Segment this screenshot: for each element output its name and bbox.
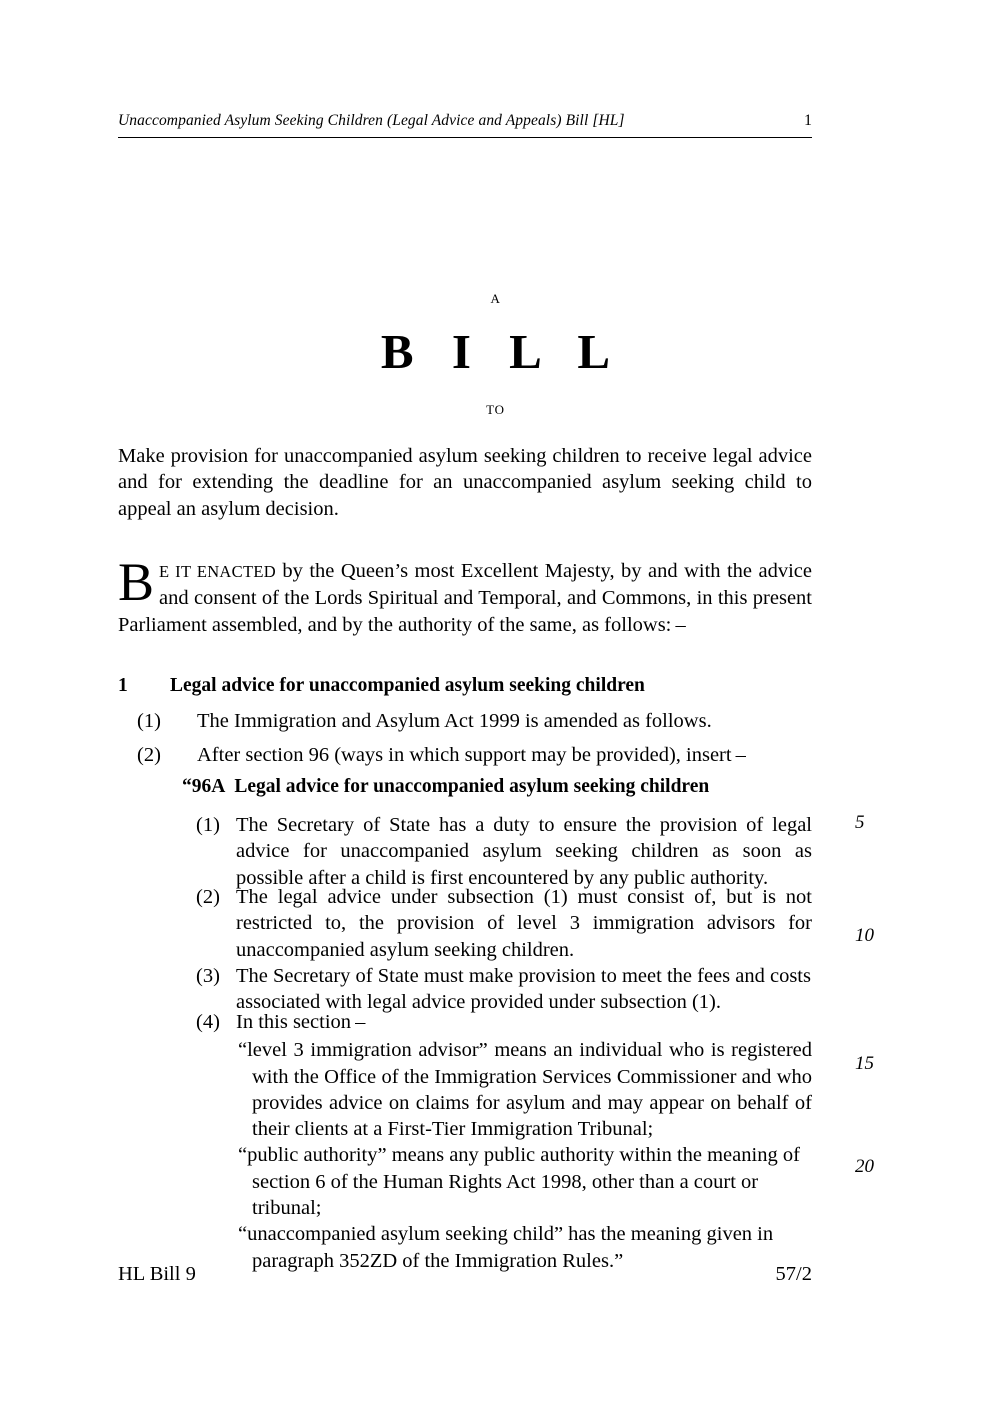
title-article: A [490, 291, 501, 306]
subsection-text: After section 96 (ways in which support may be provided), insert – [197, 744, 746, 766]
subsection-marker: (1) [137, 710, 161, 732]
margin-line-number: 5 [855, 812, 865, 833]
definition-item: “public authority” means any public authority within the meaning of section 6 of the Human Rights Act 1998, other than a court or tribunal; [238, 1144, 800, 1220]
footer-bill-ref: HL Bill 9 [118, 1263, 196, 1285]
margin-line-number: 15 [855, 1053, 874, 1074]
definition-item: “unaccompanied asylum seeking child” has the meaning given in paragraph 352ZD of the Immigration Rules.” [238, 1223, 774, 1272]
subsection-text: The Secretary of State has a duty to ensure the provision of legal advice for unaccompanied asylum seeking children as soon as possible after a child is first encountered by any public authority. [236, 814, 812, 889]
clause-1-heading-text: Legal advice for unaccompanied asylum seeking children [170, 675, 645, 696]
subsection-marker: (1) [196, 814, 220, 836]
inserted-section-number: “96A [182, 776, 226, 797]
header-bill-title: Unaccompanied Asylum Seeking Children (Legal Advice and Appeals) Bill [HL] [118, 112, 625, 129]
margin-line-number: 20 [855, 1156, 874, 1177]
header-page-number: 1 [804, 112, 812, 129]
enacting-dropcap: B [118, 552, 155, 612]
subsection-marker: (2) [137, 744, 161, 766]
title-block [0, 292, 991, 416]
enacting-smallcaps: E IT ENACTED [159, 562, 276, 581]
long-title-text: Make provision for unaccompanied asylum seeking children to receive legal advice and for extending the deadline for an unaccompanied asylum seeking child to appeal an asylum decision. [118, 445, 812, 520]
footer-print-code: 57/2 [775, 1263, 812, 1285]
subsection-text: The Immigration and Asylum Act 1999 is amended as follows. [197, 710, 712, 732]
clause-1-number: 1 [118, 675, 128, 696]
title-to-word: TO [486, 402, 505, 417]
header-rule [118, 137, 812, 138]
margin-line-number: 10 [855, 925, 874, 946]
definition-item: “level 3 immigration advisor” means an individual who is registered with the Office of the Immigration Services Commissioner and who provides advice on claims for asylum and may appear on behalf of their clients at a First-Tier Immigration Tribunal; [238, 1039, 812, 1141]
page-footer [118, 1263, 812, 1286]
subsection-text: In this section – [236, 1011, 366, 1033]
title-bill-word: B I L L [380, 324, 624, 379]
inserted-subsection-1 [196, 812, 812, 891]
subsection-text: The Secretary of State must make provision to meet the fees and costs associated with legal advice provided under subsection (1). [236, 965, 811, 1014]
enacting-rest: by the Queen’s most Excellent Majesty, by and with the advice and consent of the Lords Spiritual and Temporal, and Commons, in this present Parliament assembled, and by the authority of the same, as follows: – [118, 560, 812, 636]
running-header [118, 112, 812, 130]
inserted-subsection-3 [196, 963, 812, 1016]
subsection-marker: (2) [196, 886, 220, 908]
definition-list [196, 1037, 812, 1274]
subsection-marker: (3) [196, 965, 220, 987]
inserted-section-heading-text: Legal advice for unaccompanied asylum seeking children [234, 776, 710, 797]
subsection-marker: (4) [196, 1011, 220, 1033]
clause-1-subsection-1 [137, 708, 812, 734]
clause-1-subsection-2 [137, 742, 812, 768]
subsection-text: The legal advice under subsection (1) must consist of, but is not restricted to, the provision of level 3 immigration advisors for unaccompanied asylum seeking children. [236, 886, 812, 961]
inserted-subsection-4 [196, 1009, 812, 1274]
inserted-section-heading [182, 776, 812, 798]
inserted-subsection-2 [196, 884, 812, 963]
clause-1-heading [118, 675, 812, 697]
enacting-formula [118, 552, 812, 638]
